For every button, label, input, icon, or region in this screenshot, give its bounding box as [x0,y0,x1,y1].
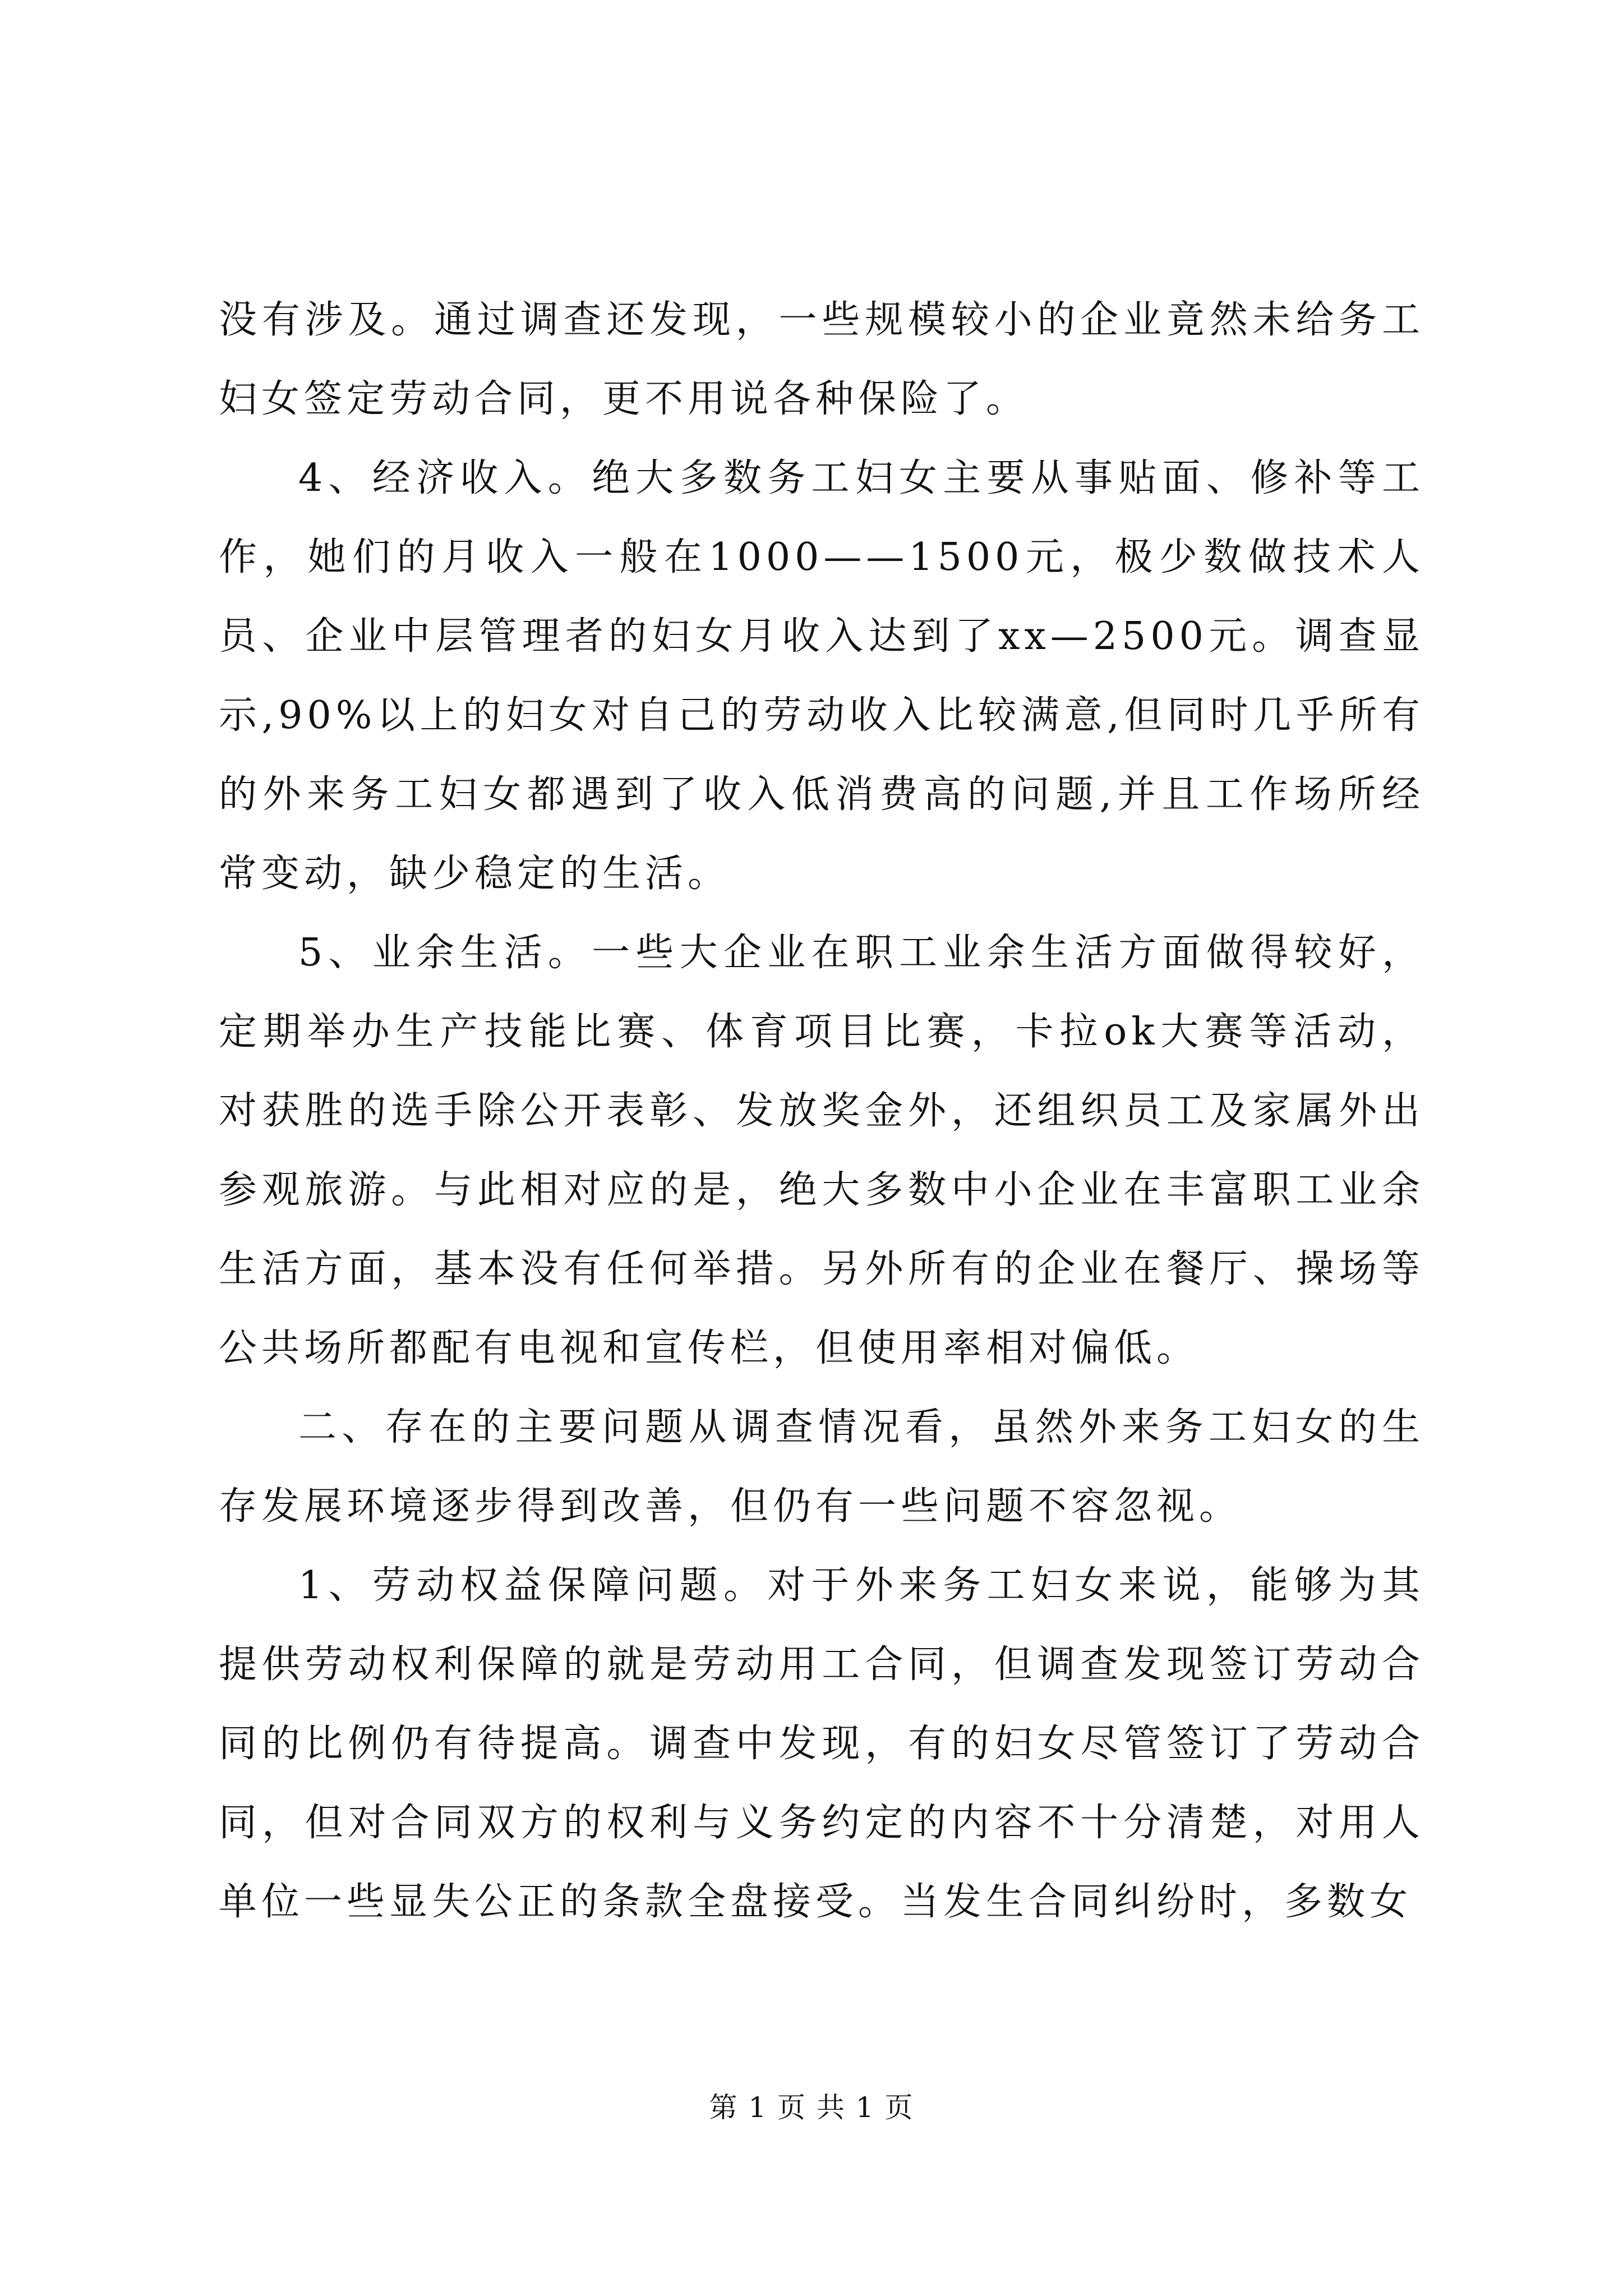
paragraph-3: 5、业余生活。一些大企业在职工业余生活方面做得较好，定期举办生产技能比赛、体育项目比赛，卡拉ok大赛等活动，对获胜的选手除公开表彰、发放奖金外，还组织员工及家属外出参观旅游。与此相对应的是，绝大多数中小企业在丰富职工业余生活方面，基本没有任何举措。另外所有的企业在餐厅、操场等公共场所都配有电视和宣传栏，但使用率相对偏低。 [219,931,1424,1370]
paragraph-4: 二、存在的主要问题从调查情况看，虽然外来务工妇女的生存发展环境逐步得到改善，但仍有一些问题不容忽视。 [219,1405,1424,1529]
paragraph-1: 没有涉及。通过调查还发现，一些规模较小的企业竟然未给务工妇女签定劳动合同，更不用说各种保险了。 [219,298,1424,421]
paragraph-2: 4、经济收入。绝大多数务工妇女主要从事贴面、修补等工作，她们的月收入一般在1000——1500元，极少数做技术人员、企业中层管理者的妇女月收入达到了xx—2500元。调查显示,90%以上的妇女对自己的劳动收入比较满意,但同时几乎所有的外来务工妇女都遇到了收入低消费高的问题,并且工作场所经常变动，缺少稳定的生活。 [219,456,1424,896]
document-body [219,280,1424,1941]
paragraph-5: 1、劳动权益保障问题。对于外来务工妇女来说，能够为其提供劳动权利保障的就是劳动用工合同，但调查发现签订劳动合同的比例仍有待提高。调查中发现，有的妇女尽管签订了劳动合同，但对合同双方的权利与义务约定的内容不十分清楚，对用人单位一些显失公正的条款全盘接受。当发生合同纠纷时，多数女 [219,1563,1424,1924]
page-footer: 第 1 页 共 1 页 [709,2091,914,2124]
